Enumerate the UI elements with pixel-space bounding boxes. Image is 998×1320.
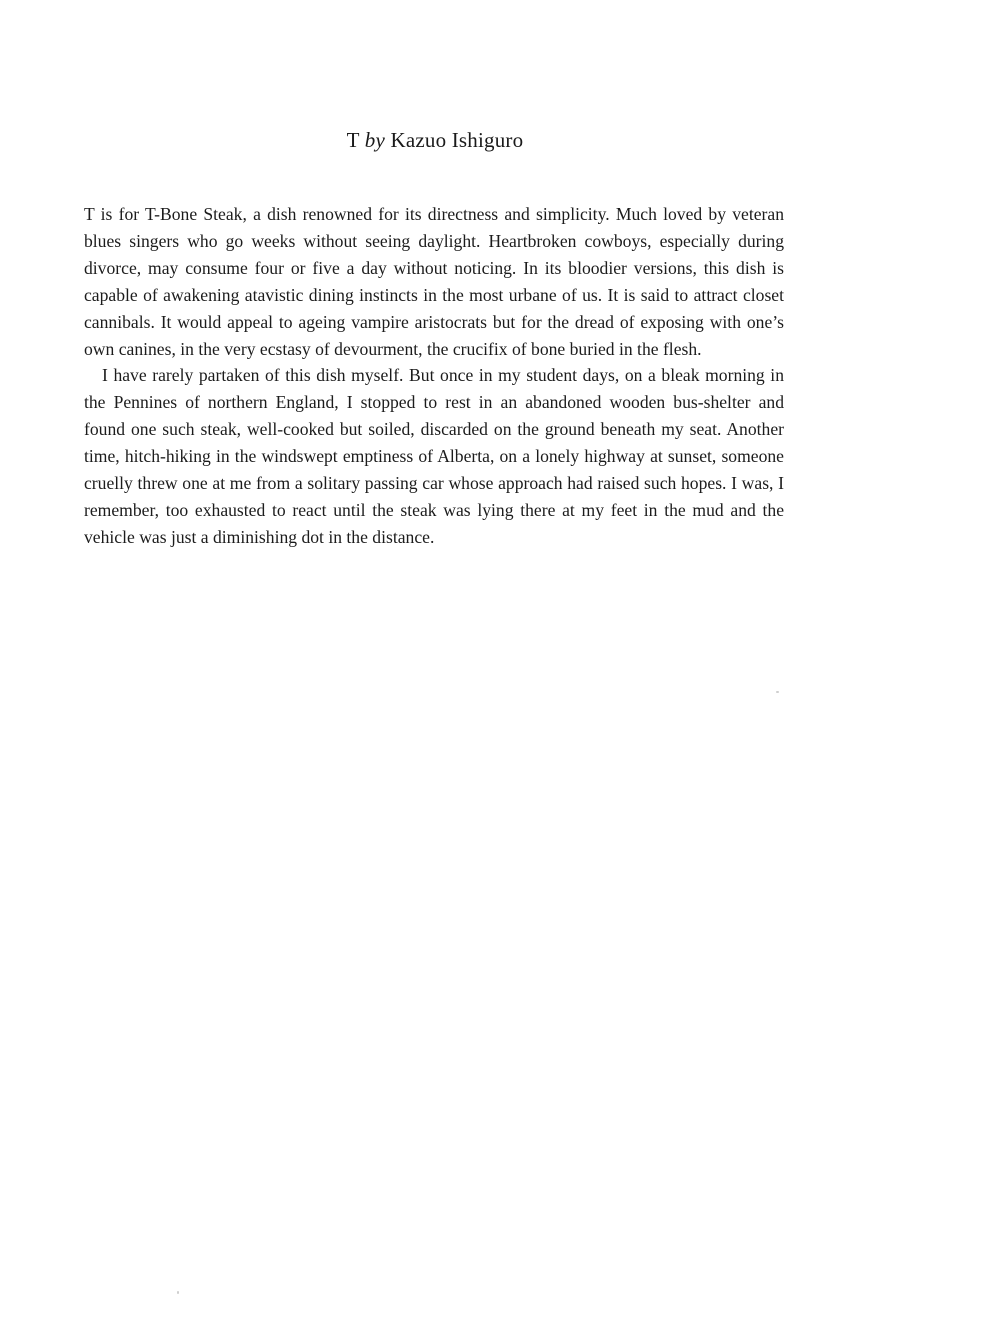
text-line: cannibals. It would appeal to ageing vampire aristocrats but for the dread of exposing with one’s bbox=[84, 311, 784, 332]
text-line: found one such steak, well-cooked but soiled, discarded on the ground beneath my seat. Another bbox=[84, 419, 784, 440]
text-line: vehicle was just a diminishing dot in the distance. bbox=[84, 526, 435, 547]
page-title bbox=[0, 128, 870, 153]
text-line: cruelly threw one at me from a solitary passing car whose approach had raised such hopes. I was, I bbox=[84, 473, 784, 494]
body-text bbox=[84, 201, 784, 551]
text-line: T is for T-Bone Steak, a dish renowned for its directness and simplicity. Much loved by veteran bbox=[84, 204, 784, 224]
text-line: blues singers who go weeks without seeing daylight. Heartbroken cowboys, especially during bbox=[84, 230, 784, 251]
text-line: divorce, may consume four or five a day without noticing. In its bloodier versions, this dish is bbox=[84, 257, 784, 278]
text-line: the Pennines of northern England, I stopped to rest in an abandoned wooden bus-shelter and bbox=[84, 392, 784, 413]
text-line: time, hitch-hiking in the windswept emptiness of Alberta, on a lonely highway at sunset, someone bbox=[84, 446, 784, 467]
text-line: capable of awakening atavistic dining instincts in the most urbane of us. It is said to attract closet bbox=[84, 284, 784, 305]
scan-speck bbox=[776, 691, 779, 693]
title-letter: T bbox=[346, 128, 360, 152]
text-line: remember, too exhausted to react until the steak was lying there at my feet in the mud and the bbox=[84, 499, 784, 520]
scan-speck bbox=[177, 1291, 179, 1294]
text-line: I have rarely partaken of this dish myself. But once in my student days, on a bleak morning in bbox=[102, 365, 784, 386]
title-by: by bbox=[364, 128, 386, 152]
paragraph-2 bbox=[84, 362, 784, 550]
text-line: own canines, in the very ecstasy of devourment, the crucifix of bone buried in the flesh. bbox=[84, 338, 702, 359]
paragraph-1 bbox=[84, 201, 784, 362]
title-author: Kazuo Ishiguro bbox=[390, 128, 524, 152]
